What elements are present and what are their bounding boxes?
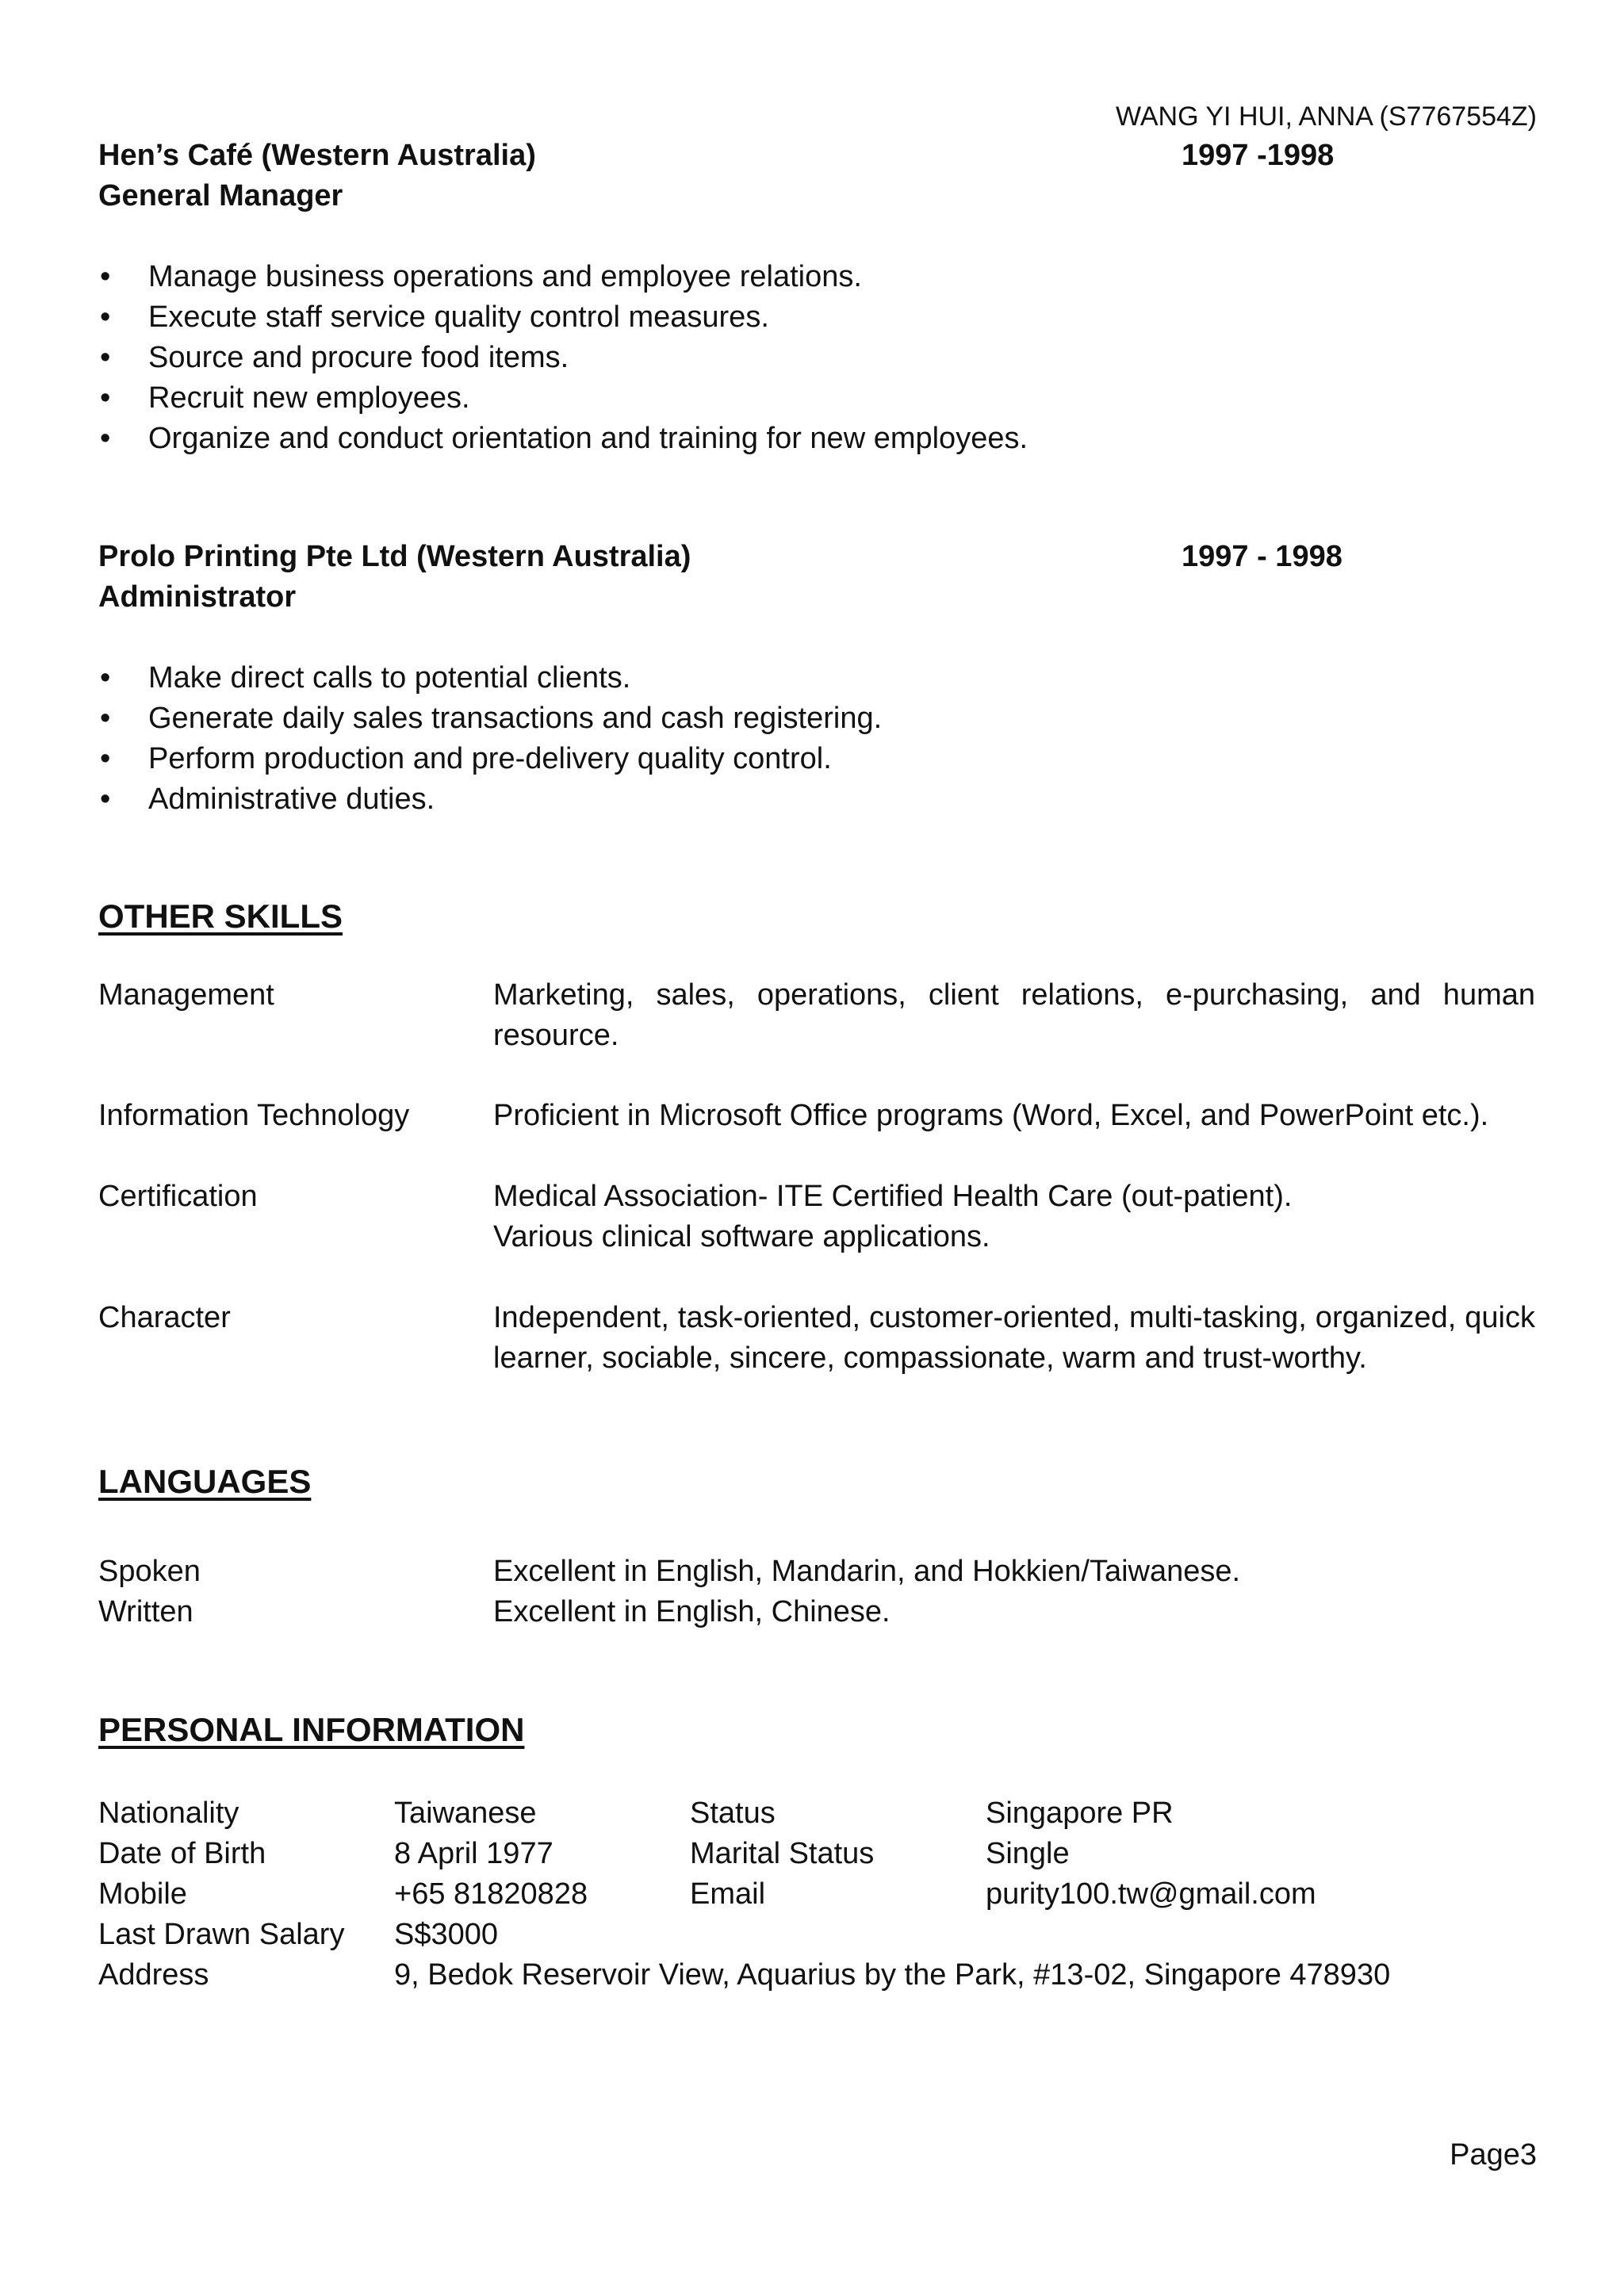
skill-label: Information Technology xyxy=(98,1099,410,1132)
skill-row xyxy=(98,1298,1535,1379)
salary-label: Last Drawn Salary xyxy=(98,1918,345,1951)
mobile-value: +65 81820828 xyxy=(394,1877,588,1911)
mobile-label: Mobile xyxy=(98,1877,187,1911)
table-row xyxy=(98,1874,1535,1915)
section-title-other-skills: OTHER SKILLS xyxy=(98,897,343,935)
skill-label: Character xyxy=(98,1301,231,1334)
table-row xyxy=(98,1955,1535,1996)
list-item: • Make direct calls to potential clients. xyxy=(98,658,1526,698)
list-item: • Organize and conduct orientation and training for new employees. xyxy=(98,419,1526,459)
skill-value-line: Various clinical software applications. xyxy=(493,1220,990,1253)
list-item: • Generate daily sales transactions and cash registering. xyxy=(98,698,1526,739)
language-label: Written xyxy=(98,1595,193,1628)
job-title: General Manager xyxy=(98,179,343,212)
skill-value xyxy=(493,1177,1535,1257)
skill-label: Certification xyxy=(98,1180,258,1213)
job-title: Administrator xyxy=(98,580,297,614)
skill-row xyxy=(98,1177,1535,1257)
list-item: • Administrative duties. xyxy=(98,779,1526,820)
language-label: Spoken xyxy=(98,1555,201,1588)
skill-value-line: Medical Association- ITE Certified Health Care (out-patient). xyxy=(493,1180,1293,1213)
list-item: • Manage business operations and employee relations. xyxy=(98,257,1526,297)
header-candidate-name: WANG YI HUI, ANNA (S7767554Z) xyxy=(1116,101,1537,132)
job-duties-list xyxy=(98,257,1526,459)
email-label: Email xyxy=(690,1877,766,1911)
job-company: Prolo Printing Pte Ltd (Western Australia) xyxy=(98,540,691,573)
status-label: Status xyxy=(690,1797,776,1830)
personal-info-table xyxy=(98,1793,1535,1996)
nationality-label: Nationality xyxy=(98,1797,239,1830)
dob-value: 8 April 1977 xyxy=(394,1837,553,1870)
skill-value: Marketing, sales, operations, client relations, e-purchasing, and human resource. xyxy=(493,978,1535,1052)
section-title-personal-information: PERSONAL INFORMATION xyxy=(98,1711,525,1748)
section-title-languages: LANGUAGES xyxy=(98,1463,312,1500)
language-value: Excellent in English, Chinese. xyxy=(493,1595,891,1628)
email-value: purity100.tw@gmail.com xyxy=(986,1877,1316,1911)
marital-status-value: Single xyxy=(986,1837,1070,1870)
job-entry xyxy=(98,136,1526,459)
language-row xyxy=(98,1592,1535,1632)
list-item: • Execute staff service quality control measures. xyxy=(98,297,1526,338)
job-duties-list xyxy=(98,658,1526,820)
status-value: Singapore PR xyxy=(986,1797,1174,1830)
language-row xyxy=(98,1552,1535,1592)
list-item: • Perform production and pre-delivery quality control. xyxy=(98,739,1526,779)
table-row xyxy=(98,1915,1535,1955)
skill-value: Proficient in Microsoft Office programs (Word, Excel, and PowerPoint etc.). xyxy=(493,1099,1489,1132)
skill-value: Independent, task-oriented, customer-oriented, multi-tasking, organized, quick learner, sociable, sincere, compassionate, warm and trust-worthy. xyxy=(493,1301,1535,1375)
job-dates: 1997 -1998 xyxy=(1182,139,1335,172)
skill-row xyxy=(98,975,1535,1056)
table-row xyxy=(98,1793,1535,1834)
page-number: Page3 xyxy=(1450,2138,1537,2172)
address-label: Address xyxy=(98,1958,209,1992)
skill-row xyxy=(98,1096,1535,1136)
list-item: • Recruit new employees. xyxy=(98,378,1526,419)
job-dates: 1997 - 1998 xyxy=(1182,540,1342,573)
list-item: • Source and procure food items. xyxy=(98,338,1526,378)
salary-value: S$3000 xyxy=(394,1918,499,1951)
language-value: Excellent in English, Mandarin, and Hokkien/Taiwanese. xyxy=(493,1555,1241,1588)
skill-label: Management xyxy=(98,978,274,1012)
job-entry xyxy=(98,537,1526,820)
table-row xyxy=(98,1834,1535,1874)
dob-label: Date of Birth xyxy=(98,1837,266,1870)
nationality-value: Taiwanese xyxy=(394,1797,537,1830)
job-company: Hen’s Café (Western Australia) xyxy=(98,139,536,172)
address-value: 9, Bedok Reservoir View, Aquarius by the Park, #13-02, Singapore 478930 xyxy=(394,1958,1391,1992)
marital-status-label: Marital Status xyxy=(690,1837,875,1870)
